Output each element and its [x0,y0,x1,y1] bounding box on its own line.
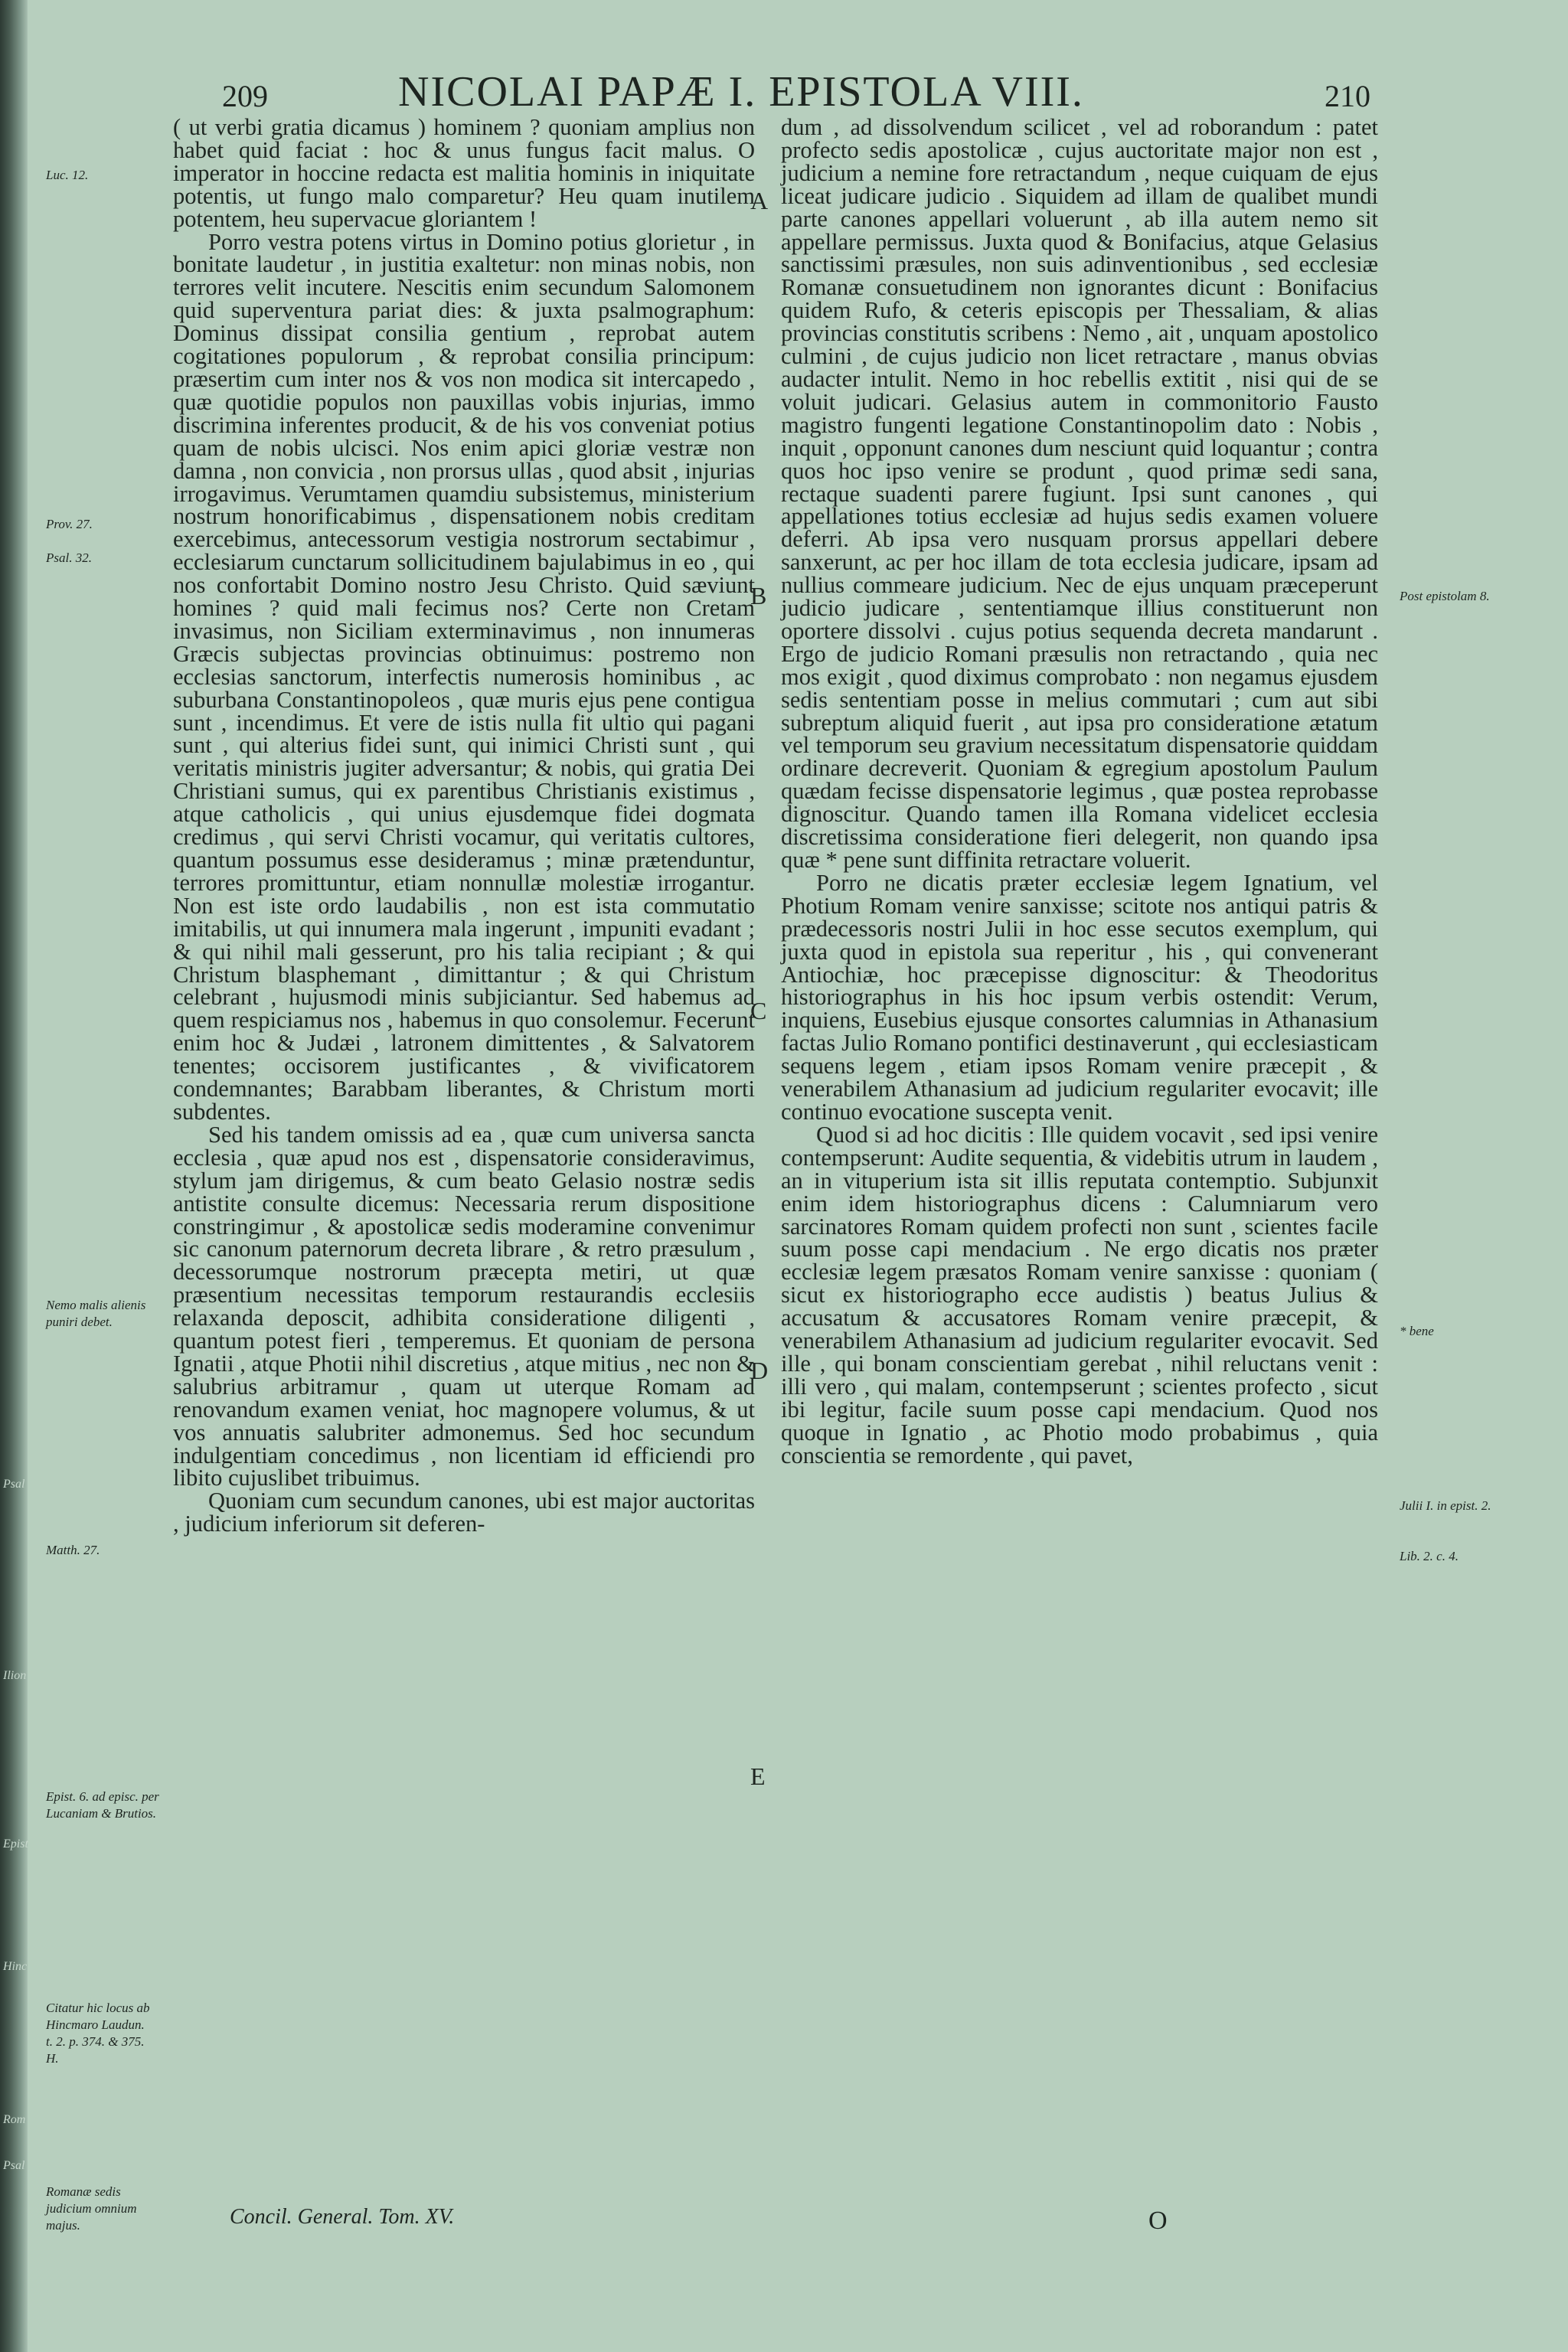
page-title: NICOLAI PAPÆ I. EPISTOLA VIII. [398,68,1084,116]
margin-note: Epist. 6. ad episc. per Lucaniam & Brutios. [46,1789,159,1821]
margin-note: * bene [1400,1324,1434,1338]
section-letter: D [750,1357,769,1384]
section-letter: A [750,187,769,214]
paragraph: Porro ne dicatis præter ecclesiæ legem Ignatium, vel Photium Romam venire sanxisse; scitote nos antiqui patris & prædecessoris nostri Julii in hoc esse secutos exemplum, qui juxta quod in epistola sua reperitur , his , qui convenerant Antiochiæ, hoc præcepisse dignoscitur: & Theodoritus historiographus in his hoc ipsum verbis ostendit: Verum, inquiens, Eusebius ejusque consortes calumnias in Athanasium factas Julio Romano pontifici destinaverunt , qui ecclesiasticam sequens legem , etiam ipsos Romam venire præcepit , & venerabilem Athanasium ad judicium regulariter evocavit; ille continuo evocatione suscepta venit. [781,869,1378,1125]
left-text-column [173,116,755,1536]
paragraph: Quoniam cum secundum canones, ubi est major auctoritas , judicium inferiorum sit deferen- [173,1488,755,1537]
section-letter: E [750,1762,766,1790]
section-letter: B [750,582,767,609]
edge-fragment: Epist [3,1838,28,1851]
facing-page-edge [3,0,28,2352]
edge-fragment: Psal [3,1478,25,1491]
paragraph: Quod si ad hoc dicitis : Ille quidem vocavit , sed ipsi venire contempserunt: Audite sequentia, & videbitis utrum in laudem , an in vituperium ista sit illis reputata contemptio. Subjunxit enim idem historiographus dicens : Calumniarum vero sarcinatores Romam quidem profecti non sunt , scientes facile suum posse capi mendacium . Ne ergo dicatis nos præter ecclesiæ legem præsatos Romam venire sanxisse : quoniam ( sicut ex historiographo ecce audistis ) beatus Julius & accusatum & accusatores Romam venire præcepit, & venerabilem Athanasium ad judicium regulariter evocavit. Sed ille , qui bonam conscientiam gerebat , nihil reluctans venit : illi vero , qui malam, contempserunt ; scientes profecto , sicut ibi legitur, facile suum posse capi mendacium. Quod nos quoque in Ignatio , ac Photio modo probabimus , quia conscientia se remordente , qui pavet, [781,1121,1378,1468]
margin-note: Romanæ sedis judicium omnium majus. [46,2184,137,2233]
volume-line: Concil. General. Tom. XV. [230,2205,455,2229]
right-text-column [781,116,1378,1467]
paragraph: ( ut verbi gratia dicamus ) hominem ? quoniam amplius non habet quid faciat : hoc & unus fungus facit malus. O imperator in hoccine redacta est malitia hominis in iniquitate potentis, ut fungo malo comparetur? Heu quam inutilem potentem, heu supervacue gloriantem ! [173,114,755,232]
margin-note: Matth. 27. [46,1543,100,1557]
margin-note: Nemo malis alienis puniri debet. [46,1298,146,1329]
paragraph: dum , ad dissolvendum scilicet , vel ad roborandum : patet profecto sedis apostolicæ , cujus auctoritate major non est , judicium a nemine fore retractandum , neque cuiquam de ejus liceat judicare judicio . Siquidem ad illam de qualibet mundi parte canones appellari voluerunt , ab illa autem nemo sit appellare permissus. Juxta quod & Bonifacius, atque Gelasius sanctissimi præsules, non suis adinventionibus , sed ecclesiæ Romanæ consuetudinem non ignorantes dicunt : Bonifacius quidem Rufo, & ceteris episcopis per Thessaliam, & alias provincias constitutis scribens : Nemo , ait , unquam apostolico culmini , de cujus judicio non licet retractare , manus obvias audacter intulit. Nemo in hoc rebellis extitit , nisi qui de se voluit judicari. Gelasius autem in commonitorio Fausto magistro fungenti legatione Constantinopolim dato : Nobis , inquit , opponunt canones dum nesciunt quid loquantur ; contra quos hoc ipso venire se produnt , quod primæ sedi sana, rectaque suadenti parere fugiunt. Ipsi sunt canones , qui appellationes totius ecclesiæ ad hujus sedis examen voluere deferri. Ab ipsa vero nusquam prorsus appellari debere sanxerunt, ac per hoc illam de tota ecclesia judicare, ipsam ad nullius commeare judicium. Nec de ejus unquam præceperunt judicio judicare , sententiamque illius constituerunt non oportere dissolvi . cujus potius sequenda decreta mandarunt . Ergo de judicio Romani præsulis non retractando , quia nec mos exigit , quod diximus comprobato : non negamus ejusdem sedis sententiam posse in melius commutari ; cum aut sibi subreptum aliquid fuerit , aut ipsa pro consideratione ætatum vel temporum seu gravium necessitatum dispensatorie quiddam ordinare decreverit. Quoniam & egregium apostolum Paulum quædam fecisse dispensatorie legimus , quæ postea reprobasse dignoscitur. Quando tamen illa Romana videlicet ecclesia discretissima consideratione fieri delegerit, non quando ipsa quæ * pene sunt diffinita retractare voluerit. [781,114,1378,873]
signature-mark: O [1148,2207,1168,2235]
margin-note: Prov. 27. [46,517,93,531]
paragraph: Porro vestra potens virtus in Domino potius glorietur , in bonitate laudetur , in justitia exaltetur: non minas nobis, non terrores velit incutere. Nescitis enim secundum Salomonem quid superventura pariat dies: & juxta psalmographum: Dominus dissipat consilia gentium , reprobat autem cogitationes populorum , & reprobat consilia principum: præsertim cum inter nos & vos non modica sit intercapedo , quæ quotidie populos non pauxillas vobis injurias, immo discrimina inferentes producit, & de his vos conveniat potius quam de nobis ulcisci. Nos enim apici gloriæ vestræ non damna , non convicia , non prorsus ullas , quod absit , injurias irrogavimus. Verumtamen quamdiu subsistemus, ministerium nostrum honorificabimus , dispensationem nobis creditam exercebimus, antecessorum vestigia nostrorum sectabimur , ecclesiarum cunctarum sollicitudinem bajulabimus in eo , qui nos confortabit Domino nostro Jesu Christo. Quid sæviunt homines ? quid mali fecimus nos? Certe non Cretam invasimus, non Siciliam exterminavimus , non innumeras Græcis subjectas provincias obtinuimus: postremo non ecclesias sanctorum, interfectis numerosis hominibus , ac suburbana Constantinopoleos , quæ muris ejus pene contigua sunt , incendimus. Et vere de istis nulla fit ultio qui pagani sunt , qui alterius fidei sunt, qui inimici Christi sunt , qui veritatis ministris jugiter adversantur; & nobis, qui gratia Dei Christiani sumus, qui ex parentibus Christianis existimus , atque catholicis , qui unius ejusdemque fidei dogmata credimus , qui servi Christi vocamur, qui veritatis cultores, quantum possumus esse desideramus ; minæ prætenduntur, terrores promittuntur, etiam nonnullæ molestiæ irrogantur. Non est iste ordo laudabilis , non est ista commutatio imitabilis, ut qui innumera mala ingerunt , impuniti evadant ; & qui nihil mali gesserunt, pro his talia recipiant ; & qui Christum blasphemant , dimittantur ; & qui Christum celebrant , hujusmodi minis subjiciantur. Sed habemus ad quem respiciamus nos , habemus in quo consolemur. Fecerunt enim hoc & Judæi , latronem dimittentes , & Salvatorem tenentes; occisorem justificantes , & vivificatorem condemnantes; Barabbam liberantes, & Christum morti subdentes. [173,228,755,1125]
margin-note: Lib. 2. c. 4. [1400,1549,1459,1563]
section-letters [750,116,781,2321]
margin-note: Citatur hic locus ab Hincmaro Laudun. t. 2. p. 374. & 375. H. [46,2001,150,2066]
edge-fragment: Rom [3,2113,26,2126]
margin-note: Julii I. in epist. 2. [1400,1498,1491,1513]
paragraph: Sed his tandem omissis ad ea , quæ cum universa sancta ecclesia , quæ apud nos est , dispensatorie consideravimus, stylum jam dirigemus, & cum beato Gelasio nostræ sedis antistite consulte dicemus: Necessaria rerum dispositione constringimur , & apostolicæ sedis moderamine convenimur sic canonum paternorum decreta librare , & retro præsulum , decessorumque nostrorum præcepta metiri, ut quæ præsentium necessitas temporum restaurandis ecclesiis relaxanda deposcit, adhibita consideratione diligenti , quantum potest fieri , temperemus. Et quoniam de persona Ignatii , atque Photii nihil discretius , atque mitius , nec non & salubrius arbitramur , quam ut uterque Romam ad renovandum examen veniat, hoc magnopere volumus, & ut vos annuatis salubriter admonemus. Sed hoc secundum indulgentiam concedimus , non licentiam id efficiendi pro libito cujuslibet tribuimus. [173,1121,755,1491]
section-letter: C [750,997,767,1024]
edge-fragment: Psal [3,2159,25,2172]
page-number-right: 210 [1325,79,1370,113]
page-footer [230,2205,1378,2243]
margin-note: Psal. 32. [46,550,92,565]
edge-fragment: Hinc [3,1960,28,1973]
left-margin-notes [46,119,168,2324]
page-number-left: 209 [222,79,268,113]
margin-note: Luc. 12. [46,168,89,182]
right-margin-notes [1393,119,1531,2324]
document-page [46,68,1547,2332]
edge-fragment: Ilion [3,1669,27,1682]
margin-note: Post epistolam 8. [1400,589,1490,603]
